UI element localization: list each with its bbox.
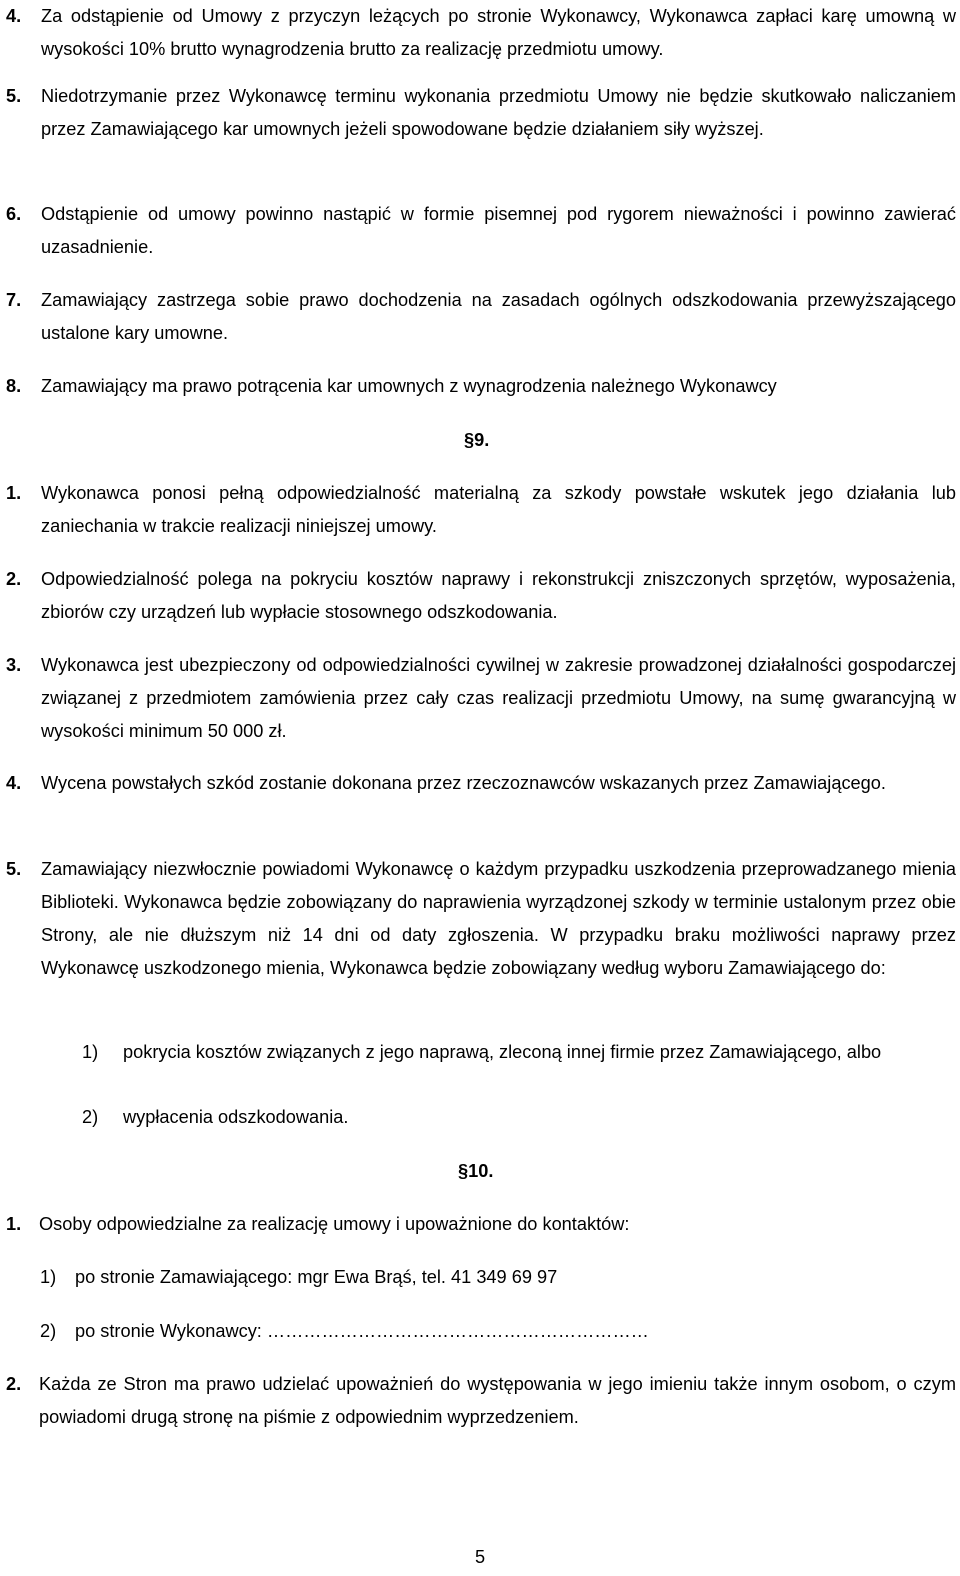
paragraph-number: 5.: [6, 86, 22, 106]
paragraph-number: 2.: [6, 1374, 22, 1394]
paragraph-text: Odstąpienie od umowy powinno nastąpić w formie pisemnej pod rygorem nieważności i powinno zawierać uzasadnienie.: [41, 204, 956, 257]
s9-subitem-2: [82, 1101, 956, 1134]
subitem-text: wypłacenia odszkodowania.: [123, 1107, 349, 1127]
subitem-number: 2): [82, 1107, 99, 1127]
s10-paragraph-2: [6, 1368, 956, 1434]
page-number: 5: [474, 1547, 486, 1567]
subitem-text: pokrycia kosztów związanych z jego naprawą, zleconą innej firmie przez Zamawiającego, albo: [123, 1042, 882, 1062]
paragraph-text: Zamawiający ma prawo potrącenia kar umownych z wynagrodzenia należnego Wykonawcy: [41, 376, 777, 396]
paragraph-number: 1.: [6, 483, 22, 503]
s9-paragraph-1: [6, 477, 956, 543]
paragraph-number: 6.: [6, 204, 22, 224]
paragraph-number: 2.: [6, 569, 22, 589]
s9-paragraph-2: [6, 563, 956, 629]
paragraph-4: [6, 0, 956, 66]
paragraph-text: Zamawiający niezwłocznie powiadomi Wykonawcę o każdym przypadku uszkodzenia przeprowadzanego mienia Biblioteki. Wykonawca będzie zobowiązany do naprawienia wyrządzonej szkody w terminie ustalonym przez obie Strony, ale nie dłuższym niż 14 dni od daty zgłoszenia. W przypadku braku możliwości naprawy przez Wykonawcę uszkodzonego mienia, Wykonawca będzie zobowiązany według wyboru Zamawiającego do:: [41, 859, 956, 978]
section-heading-9: §9.: [464, 430, 490, 450]
s10-subitem-2: [40, 1315, 956, 1348]
paragraph-6: [6, 198, 956, 264]
paragraph-5: [6, 80, 956, 146]
s10-subitem-1: [40, 1261, 956, 1294]
s9-paragraph-5: [6, 853, 956, 985]
paragraph-number: 4.: [6, 6, 22, 26]
paragraph-text: Niedotrzymanie przez Wykonawcę terminu wykonania przedmiotu Umowy nie będzie skutkowało naliczaniem przez Zamawiającego kar umownych jeżeli spowodowane będzie działaniem siły wyższej.: [41, 86, 956, 139]
s9-subitem-1: [82, 1036, 956, 1069]
subitem-text: po stronie Zamawiającego: mgr Ewa Brąś, tel. 41 349 69 97: [75, 1267, 558, 1287]
paragraph-number: 4.: [6, 773, 22, 793]
paragraph-text: Zamawiający zastrzega sobie prawo dochodzenia na zasadach ogólnych odszkodowania przewyższającego ustalone kary umowne.: [41, 290, 956, 343]
subitem-text: po stronie Wykonawcy: ………………………………………………………: [75, 1321, 649, 1341]
paragraph-text: Wykonawca ponosi pełną odpowiedzialność materialną za szkody powstałe wskutek jego działania lub zaniechania w trakcie realizacji niniejszej umowy.: [41, 483, 956, 536]
paragraph-7: [6, 284, 956, 350]
paragraph-text: Wycena powstałych szkód zostanie dokonana przez rzeczoznawców wskazanych przez Zamawiającego.: [41, 773, 886, 793]
paragraph-number: 5.: [6, 859, 22, 879]
section-heading-10: §10.: [458, 1161, 494, 1181]
paragraph-number: 8.: [6, 376, 22, 396]
s9-paragraph-3: [6, 649, 956, 748]
paragraph-text: Każda ze Stron ma prawo udzielać upoważnień do występowania w jego imieniu także innym osobom, o czym powiadomi drugą stronę na piśmie z odpowiednim wyprzedzeniem.: [39, 1374, 956, 1427]
s10-paragraph-1: [6, 1208, 956, 1241]
paragraph-number: 3.: [6, 655, 22, 675]
paragraph-number: 7.: [6, 290, 22, 310]
subitem-number: 2): [40, 1321, 57, 1341]
paragraph-text: Za odstąpienie od Umowy z przyczyn leżących po stronie Wykonawcy, Wykonawca zapłaci karę umowną w wysokości 10% brutto wynagrodzenia brutto za realizację przedmiotu umowy.: [41, 6, 956, 59]
paragraph-8: [6, 370, 956, 403]
paragraph-number: 1.: [6, 1214, 22, 1234]
paragraph-text: Odpowiedzialność polega na pokryciu kosztów naprawy i rekonstrukcji zniszczonych sprzętów, wyposażenia, zbiorów czy urządzeń lub wypłacie stosownego odszkodowania.: [41, 569, 956, 622]
subitem-number: 1): [40, 1267, 57, 1287]
paragraph-text: Osoby odpowiedzialne za realizację umowy i upoważnione do kontaktów:: [39, 1214, 630, 1234]
subitem-number: 1): [82, 1042, 99, 1062]
s9-paragraph-4: [6, 767, 956, 800]
paragraph-text: Wykonawca jest ubezpieczony od odpowiedzialności cywilnej w zakresie prowadzonej działalności gospodarczej związanej z przedmiotem zamówienia przez cały czas realizacji przedmiotu Umowy, na sumę gwarancyjną w wysokości minimum 50 000 zł.: [41, 655, 956, 741]
